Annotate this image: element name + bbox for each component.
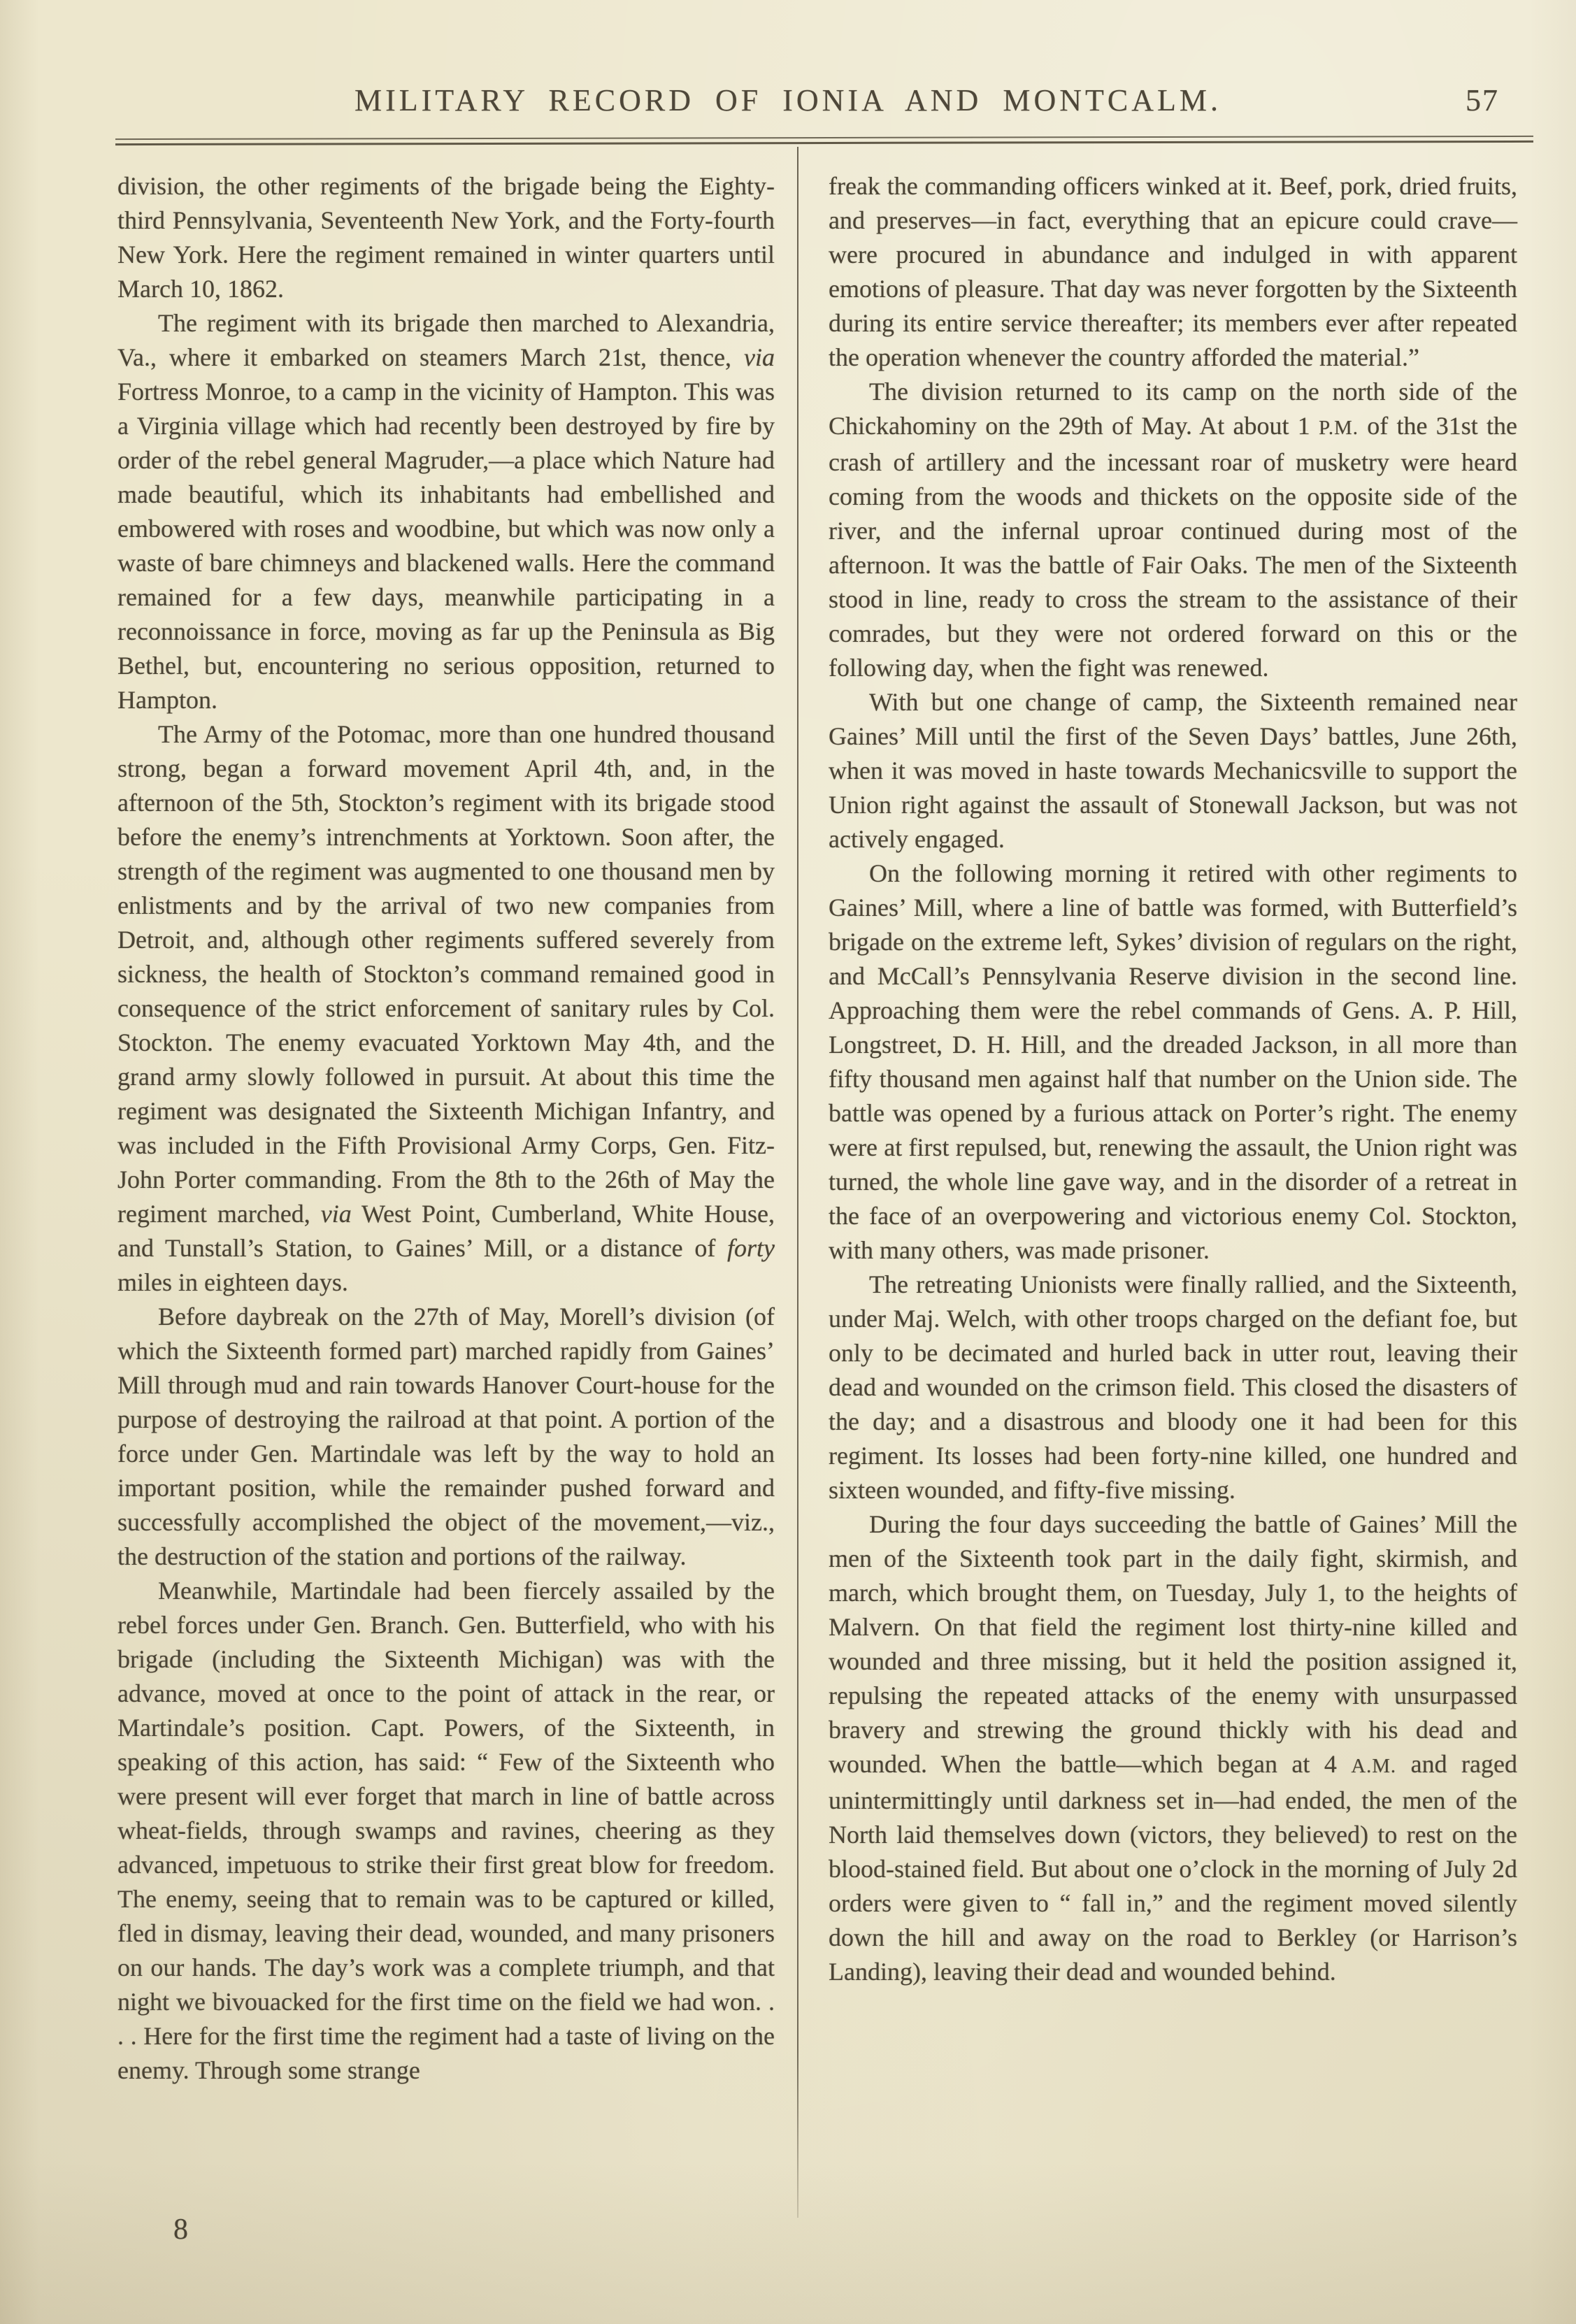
paragraph: [829, 375, 1517, 685]
running-header-title: MILITARY RECORD OF IONIA AND MONTCALM.: [354, 83, 1222, 117]
text-segment: During the four days succeeding the battle of Gaines’ Mill the men of the Sixteenth took part in the daily fight, skirmish, and march, which brought them, on Tuesday, July 1, to the heights of Malvern. On that field the regiment lost thirty-nine killed and wounded and three missing, but it held the position assigned it, repulsing the repeated attacks of the enemy with unsurpassed bravery and strewing the ground thickly with his dead and wounded. When the battle—which began at 4: [829, 1510, 1517, 1778]
text-segment-smallcaps: P.M.: [1319, 417, 1359, 439]
header-double-rule: [115, 136, 1533, 148]
paragraph: [829, 169, 1517, 375]
text-segment: The retreating Unionists were finally rallied, and the Sixteenth, under Maj. Welch, with other troops charged on the defiant foe, but only to be decimated and hurled back in utter rout, leaving their dead and wounded on the crimson field. This closed the disasters of the day; and a disastrous and bloody one it had been for this regiment. Its losses had been forty-nine killed, one hundred and sixteen wounded, and fifty-five missing.: [829, 1270, 1517, 1504]
text-segment: The Army of the Potomac, more than one hundred thousand strong, began a forward movement April 4th, and, in the afternoon of the 5th, Stockton’s regiment with its brigade stood before the enemy’s intrenchments at Yorktown. Soon after, the strength of the regiment was augmented to one thousand men by enlistments and by the arrival of two new companies from Detroit, and, although other regiments suffered severely from sickness, the health of Stockton’s command remained good in consequence of the strict enforcement of sanitary rules by Col. Stockton. The enemy evacuated Yorktown May 4th, and the grand army slowly followed in pursuit. At about this time the regiment was designated the Sixteenth Michigan Infantry, and was included in the Fifth Provisional Army Corps, Gen. Fitz-John Porter commanding. From the 8th to the 26th of May the regiment marched,: [117, 720, 775, 1228]
text-segment: The regiment with its brigade then marched to Alexandria, Va., where it embarked on steamers March 21st, thence,: [117, 309, 775, 371]
text-segment: and raged unintermittingly until darkness set in—had ended, the men of the North laid themselves down (victors, they believed) to rest on the blood-stained field. But about one o’clock in the morning of July 2d orders were given to “ fall in,” and the regiment moved silently down the hill and away on the road to Berkley (or Harrison’s Landing), leaving their dead and wounded behind.: [829, 1750, 1517, 1986]
header-rule-thick: [115, 141, 1533, 145]
text-segment-smallcaps: A.M.: [1351, 1755, 1397, 1777]
text-segment: Fortress Monroe, to a camp in the vicinity of Hampton. This was a Virginia village which had recently been destroyed by fire by order of the rebel general Magruder,—a place which Nature had made beautiful, which its inhabitants had embellished and embowered with roses and woodbine, but which was now only a waste of bare chimneys and blackened walls. Here the command remained for a few days, meanwhile participating in a reconnoissance in force, moving as far up the Peninsula as Big Bethel, but, encountering no serious opposition, returned to Hampton.: [117, 378, 775, 714]
text-segment: of the 31st the crash of artillery and the incessant roar of musketry were heard coming from the woods and thickets on the opposite side of the river, and the infernal uproar continued during most of the afternoon. It was the battle of Fair Oaks. The men of the Sixteenth stood in line, ready to cross the stream to the assistance of their comrades, but they were not ordered forward on this or the following day, when the fight was renewed.: [829, 412, 1517, 682]
text-segment: freak the commanding officers winked at it. Beef, pork, dried fruits, and preserves—in fact, everything that an epicure could crave—were procured in abundance and indulged in with apparent emotions of pleasure. That day was never forgotten by the Sixteenth during its entire service thereafter; its members ever after repeated the operation whenever the country afforded the material.”: [829, 172, 1517, 371]
paragraph: [117, 1300, 775, 1574]
text-segment: miles in eighteen days.: [117, 1268, 348, 1296]
text-segment-italic: via: [320, 1200, 352, 1228]
text-segment: The division returned to its camp on the north side of the Chickahominy on the 29th of May. At about 1: [829, 378, 1517, 440]
text-segment: division, the other regiments of the brigade being the Eighty-third Pennsylvania, Seventeenth New York, and the Forty-fourth New York. Here the regiment remained in winter quarters until March 10, 1862.: [117, 172, 775, 303]
text-segment: Before daybreak on the 27th of May, Morell’s division (of which the Sixteenth formed part) marched rapidly from Gaines’ Mill through mud and rain towards Hanover Court-house for the purpose of destroying the railroad at that point. A portion of the force under Gen. Martindale was left by the way to hold an important position, while the remainder pushed forward and successfully accomplished the object of the movement,—viz., the destruction of the station and portions of the railway.: [117, 1303, 775, 1570]
paragraph: [117, 169, 775, 306]
column-divider-rule: [797, 147, 798, 2218]
paragraph: [829, 1268, 1517, 1507]
paragraph: [829, 856, 1517, 1268]
text-segment-italic: forty: [727, 1234, 775, 1262]
text-column-right: [829, 169, 1517, 1989]
text-segment-italic: via: [744, 343, 775, 371]
text-segment: On the following morning it retired with other regiments to Gaines’ Mill, where a line of battle was formed, with Butterfield’s brigade on the extreme left, Sykes’ division of regulars on the right, and McCall’s Pennsylvania Reserve division in the second line. Approaching them were the rebel commands of Gens. A. P. Hill, Longstreet, D. H. Hill, and the dreaded Jackson, in all more than fifty thousand men against half that number on the Union side. The battle was opened by a furious attack on Porter’s right. The enemy were at first repulsed, but, renewing the assault, the Union right was turned, the whole line gave way, and in the disorder of a retreat in the face of an overpowering and victorious enemy Col. Stockton, with many others, was made prisoner.: [829, 859, 1517, 1264]
text-segment: Meanwhile, Martindale had been fiercely assailed by the rebel forces under Gen. Branch. Gen. Butterfield, who with his brigade (including the Sixteenth Michigan) was with the advance, moved at once to the point of attack in the rear, or Martindale’s position. Capt. Powers, of the Sixteenth, in speaking of this action, has said: “ Few of the Sixteenth who were present will ever forget that march in line of battle across wheat-fields, through swamps and ravines, cheering as they advanced, impetuous to strike their first great blow for freedom. The enemy, seeing that to remain was to be captured or killed, fled in dismay, leaving their dead, wounded, and many prisoners on our hands. The day’s work was a complete triumph, and that night we bivouacked for the first time on the field we had won. . . . Here for the first time the regiment had a taste of living on the enemy. Through some strange: [117, 1577, 775, 2084]
paragraph: [117, 306, 775, 717]
paragraph: [829, 1507, 1517, 1989]
page-number: 57: [1466, 83, 1499, 117]
signature-mark: 8: [173, 2214, 188, 2246]
text-column-left: [117, 169, 775, 2088]
text-segment: With but one change of camp, the Sixteenth remained near Gaines’ Mill until the first of the Seven Days’ battles, June 26th, when it was moved in haste towards Mechanicsville to support the Union right against the assault of Stonewall Jackson, but was not actively engaged.: [829, 688, 1517, 853]
text-segment: West Point, Cumberland, White House, and Tunstall’s Station, to Gaines’ Mill, or a distance of: [117, 1200, 775, 1262]
paragraph: [117, 1574, 775, 2088]
paragraph: [117, 717, 775, 1300]
paragraph: [829, 685, 1517, 856]
header-rule-thin: [115, 136, 1533, 140]
